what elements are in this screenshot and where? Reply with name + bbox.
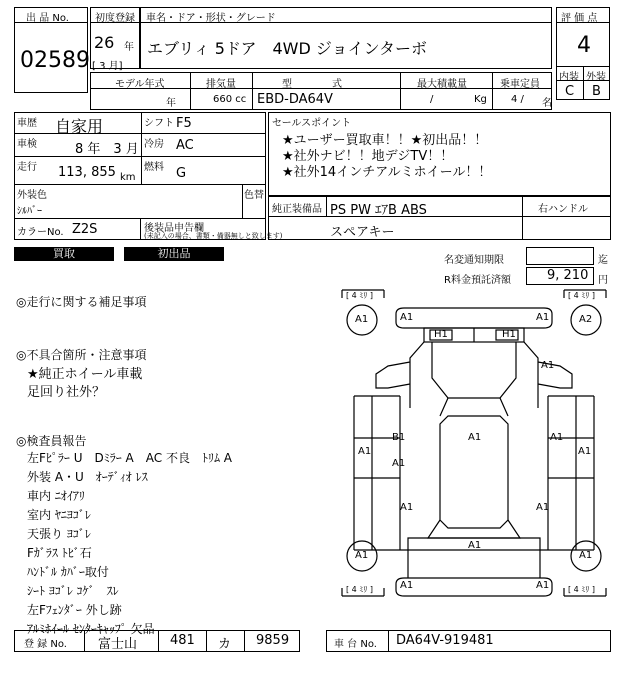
mileage-label: 走行 [17,162,37,173]
fuel-label: 燃料 [144,162,164,173]
interior-grade: C [565,84,575,99]
capacity-unit: 名 [542,98,552,109]
first-reg-year: 26 [94,33,115,52]
defects-title: ◎不具合箇所・注意事項 [16,348,147,362]
inspector-line: 車内 ﾆｵｲｱﾘ [27,489,85,503]
score: 4 [577,33,591,58]
max-load-label: 最大積載量 [417,79,467,90]
bumper-front-right-grade: A1 [536,312,550,323]
name-change-label: 名変通知期限 [444,255,504,266]
headlight-right-grade: H1 [502,329,516,340]
bumper-front-left-grade: A1 [400,312,414,323]
sales-points-label: セールスポイント [272,118,352,129]
defect-line: ★純正ホイール車載 [27,367,143,382]
color-label: 外装色 [17,190,47,201]
inspector-line: 左Fﾋﾟﾗｰ U Dﾐﾗｰ A AC 不良 ﾄﾘﾑ A [27,451,232,465]
tread-rear-right: [ 4 ﾐﾘ ] [568,585,595,594]
model-year-label: モデル年式 [115,79,165,90]
lot-no-label: 出 品 No. [26,13,69,24]
equipment-value: PS PW ｴｱB ABS [330,203,427,218]
model-code: EBD-DA64V [257,92,333,107]
displacement: 660 cc [213,94,247,105]
vehicle-diagram [338,288,610,626]
color-sub-label: 色替 [244,190,264,201]
reg-kana: カ [218,637,232,652]
fuel: G [176,166,187,181]
left-side-grade: A1 [358,446,372,457]
defect-line: 足回り社外？ [27,385,106,400]
model-code-label: 型 式 [282,79,342,90]
reg-number: 9859 [256,633,290,648]
displacement-label: 排気量 [206,79,236,90]
right-rear-grade: A1 [536,502,550,513]
reg-region: 富士山 [98,637,138,652]
inspection: 8 年 3 月 [75,142,139,157]
car-name-label: 車名・ドア・形状・グレード [146,13,276,24]
recycle-value: 9, 210 [547,268,589,283]
shift-label: シフト [144,118,174,129]
color-no: Z2S [72,222,98,237]
pillar-left-grade: B1 [392,432,406,443]
equipment-extra: スペアキー [330,225,395,240]
first-reg-month: [ 3 月] [92,61,123,72]
score-label: 評 価 点 [561,13,598,24]
inspector-line: 室内 ﾔﾆﾖｺﾞﾚ [27,508,91,522]
shift: F5 [176,116,192,131]
inspector-line: Fｶﾞﾗｽ ﾄﾋﾞ石 [27,546,92,560]
handle-side: 右ハンドル [538,204,588,215]
max-load-unit: Kg [474,94,487,105]
left-door-grade: A1 [392,458,406,469]
wheel-rr-grade: A1 [579,550,593,561]
bumper-rear-right-grade: A1 [536,580,550,591]
car-outline [338,288,610,626]
lot-no: 02589 [20,48,90,73]
left-rear-grade: A1 [400,502,414,513]
model-year-unit: 年 [166,98,176,109]
name-change-box [526,247,594,265]
usage: 自家用 [55,117,104,136]
ac: AC [176,138,194,153]
wheel-fl-grade: A1 [355,314,369,325]
roof-grade: A1 [468,432,482,443]
inspector-line: 天張り ﾖｺﾞﾚ [27,527,91,541]
right-side-lower-grade: A1 [578,446,592,457]
sales-point-line: ★社外14インチアルミホイール！！ [282,165,492,180]
recycle-unit: 円 [598,275,608,286]
ac-label: 冷房 [144,139,164,150]
mileage: 113, 855 [58,165,116,180]
color: ｼﾙﾊﾞｰ [17,206,42,217]
sales-point-line: ★ユーザー買取車！！★初出品！！ [282,133,488,148]
max-load-slash: / [430,94,434,105]
wheel-fr-grade: A2 [579,314,593,325]
recycle-label: R料金預託済額 [444,275,511,286]
name-change-unit: 迄 [598,255,608,266]
reg-no-label: 登 録 No. [24,639,67,650]
capacity: 4 / [511,94,524,105]
exterior-label: 外装 [586,72,606,83]
headlight-left-grade: H1 [434,329,448,340]
usage-label: 車歴 [17,118,37,129]
inspector-line: ﾊﾝﾄﾞﾙ ｶﾊﾞｰ取付 [27,565,109,579]
interior-label: 内装 [559,72,579,83]
reg-class: 481 [170,633,195,648]
inspection-label: 車検 [17,139,37,150]
tread-rear-left: [ 4 ﾐﾘ ] [346,585,373,594]
post-equip-label: 後装品申告欄 [144,223,204,234]
supplement-title: ◎走行に関する補足事項 [16,295,147,309]
inspector-line: 左Fﾌｪﾝﾀﾞｰ 外し跡 [27,603,122,617]
tag-kaitori: 買取 [14,247,114,261]
inspector-line: ｱﾙﾐﾎｲｰﾙ ｾﾝﾀｰｷｬｯﾌﾟ 欠品 [27,622,155,636]
capacity-label: 乗車定員 [500,79,540,90]
first-reg-label: 初度登録 [95,13,135,24]
chassis-no: DA64V-919481 [396,633,494,648]
back-door-grade: A1 [468,540,482,551]
tag-first-listing: 初出品 [124,247,224,261]
inspector-title: ◎検査員報告 [16,434,87,448]
post-equip-note: (未記入の場合、書類・備器無しと致します) [144,232,283,240]
exterior-grade: B [592,84,601,99]
bumper-rear-left-grade: A1 [400,580,414,591]
color-no-label: カラーNo. [17,227,64,238]
chassis-label: 車 台 No. [334,639,377,650]
inspector-line: ｼｰﾄ ﾖｺﾞﾚ ｺｹﾞ ｽﾚ [27,584,119,598]
equipment-label: 純正装備品 [272,204,322,215]
tread-front-right: [ 4 ﾐﾘ ] [568,291,595,300]
first-reg-year-unit: 年 [124,42,134,53]
car-name: エブリィ 5ドア 4WD ジョインターボ [147,39,427,58]
wheel-rl-grade: A1 [355,550,369,561]
tread-front-left: [ 4 ﾐﾘ ] [346,291,373,300]
sales-point-line: ★社外ナビ！！地デジTV！！ [282,149,454,164]
fender-right-grade: A1 [541,360,555,371]
inspector-line: 外装 A・U ｵｰﾃﾞｨｵ ﾚｽ [27,470,148,484]
door-right-front-grade: A1 [550,432,564,443]
mileage-unit: km [120,172,136,183]
